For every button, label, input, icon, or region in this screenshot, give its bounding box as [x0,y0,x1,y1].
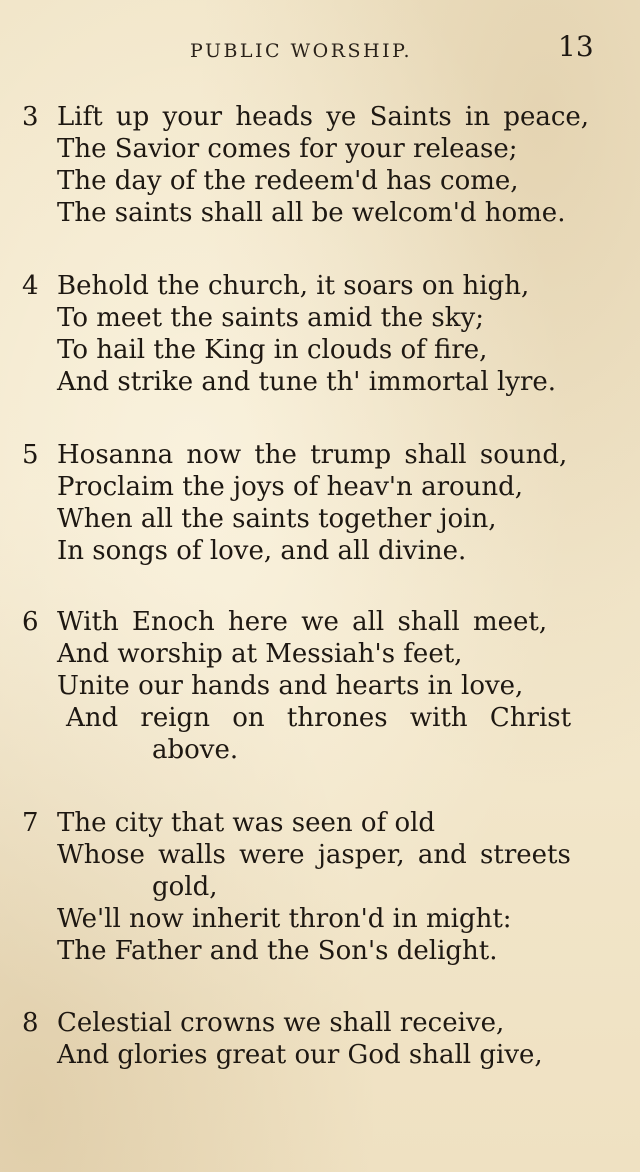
stanza-lines [57,270,622,398]
stanza-6 [22,606,622,766]
verse-line: Hosanna now the trump shall sound, [57,440,568,470]
verse-line: Lift up your heads ye Saints in peace, [57,102,590,132]
verse-line: And worship at Messiah's feet, [57,639,463,669]
stanza-number: 6 [22,607,39,637]
verse-line: And reign on thrones with Christ [66,703,572,733]
verse-line: With Enoch here we all shall meet, [57,607,548,637]
stanza-number: 8 [22,1008,39,1038]
verse-line: In songs of love, and all divine. [57,536,467,566]
verse-line: The city that was seen of old [57,808,436,838]
verse-line: To hail the King in clouds of fire, [57,335,488,365]
verse-line: Proclaim the joys of heav'n around, [57,472,524,502]
stanza-lines [57,1007,622,1071]
verse-line: Celestial crowns we shall receive, [57,1008,505,1038]
stanza-4 [22,270,622,398]
verse-line: Whose walls were jasper, and streets [57,840,571,870]
stanza-lines [57,606,622,766]
verse-line: Unite our hands and hearts in love, [57,671,524,701]
verse-line: The saints shall all be welcom'd home. [57,198,566,228]
verse-line-turnover: above. [152,735,239,765]
stanza-number: 5 [22,440,39,470]
stanza-number: 7 [22,808,39,838]
stanza-lines [57,807,622,967]
stanza-lines [57,101,622,229]
verse-line: We'll now inherit thron'd in might: [57,904,512,934]
stanza-8 [22,1007,622,1071]
stanza-5 [22,439,622,567]
stanza-number: 3 [22,102,39,132]
verse-line: And strike and tune th' immortal lyre. [57,367,557,397]
verse-line: To meet the saints amid the sky; [57,303,484,333]
running-head: PUBLIC WORSHIP. [190,40,413,62]
verse-line: When all the saints together join, [57,504,497,534]
stanza-number: 4 [22,271,39,301]
verse-line: The day of the redeem'd has come, [57,166,519,196]
verse-line: The Father and the Son's delight. [57,936,498,966]
verse-line-turnover: gold, [152,872,218,902]
verse-line: Behold the church, it soars on high, [57,271,530,301]
verse-line: The Savior comes for your release; [57,134,518,164]
verse-line: And glories great our God shall give, [57,1040,543,1070]
stanza-7 [22,807,622,967]
page-number: 13 [558,30,594,63]
stanza-3 [22,101,622,229]
stanza-lines [57,439,622,567]
